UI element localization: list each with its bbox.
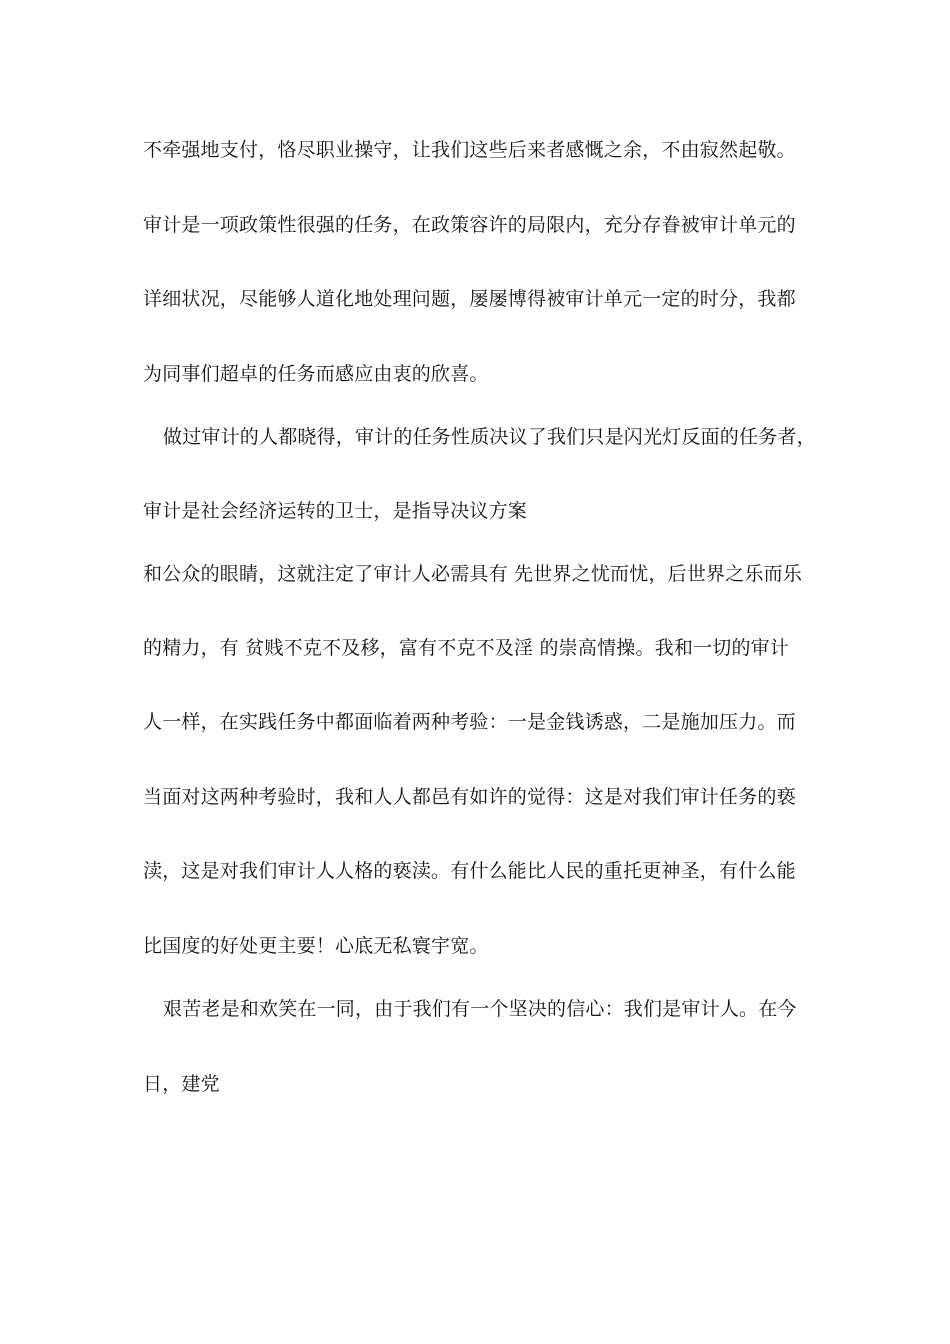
paragraph-line: 详细状况，尽能够人道化地处理问题，屡屡博得被审计单元一定的时分，我都 (143, 288, 796, 310)
paragraph-line: 日，建党 (143, 1073, 220, 1095)
paragraph-line: 当面对这两种考验时，我和人人都邑有如许的觉得：这是对我们审计任务的亵 (143, 786, 796, 808)
paragraph-line: 审计是社会经济运转的卫士，是指导决议方案 (143, 500, 528, 522)
paragraph-line: 的精力，有 贫贱不克不及移，富有不克不及淫 的崇高情操。我和一切的审计 (143, 637, 790, 659)
paragraph-line: 渎，这是对我们审计人人格的亵渎。有什么能比人民的重托更神圣，有什么能 (143, 860, 796, 882)
paragraph-line: 比国度的好处更主要！心底无私寰宇宽。 (143, 935, 489, 957)
paragraph-line: 不牵强地支付，恪尽职业操守，让我们这些后来者感慨之余，不由寂然起敬。 (143, 139, 796, 161)
paragraph-line: 审计是一项政策性很强的任务，在政策容许的局限内，充分存眷被审计单元的 (143, 214, 796, 236)
paragraph-line: 为同事们超卓的任务而感应由衷的欣喜。 (143, 363, 489, 385)
paragraph-line: 艰苦老是和欢笑在一同，由于我们有一个坚决的信心：我们是审计人。在今 (163, 998, 797, 1020)
paragraph-line: 人一样，在实践任务中都面临着两种考验：一是金钱诱惑，二是施加压力。而 (143, 711, 796, 733)
paragraph-line: 做过审计的人都晓得，审计的任务性质决议了我们只是闪光灯反面的任务者， (163, 426, 816, 448)
paragraph-line: 和公众的眼睛，这就注定了审计人必需具有 先世界之忧而忧，后世界之乐而乐 (143, 563, 803, 585)
